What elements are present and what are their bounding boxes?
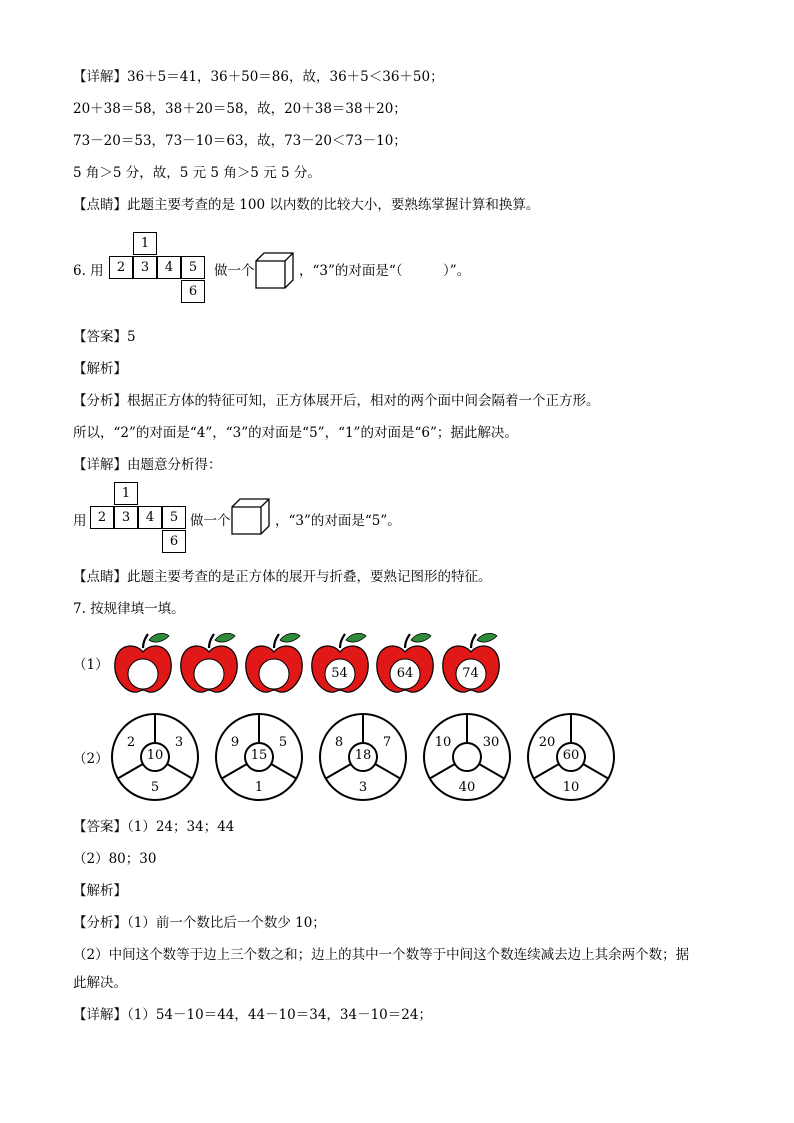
detail-mid: 做一个 bbox=[190, 513, 231, 529]
note-line-1: 【点睛】此题主要考查的是 100 以内数的比较大小，要熟练掌握计算和换算。 bbox=[73, 197, 540, 213]
wheel-right-number: 3 bbox=[174, 735, 184, 750]
net-cell: 4 bbox=[157, 256, 181, 279]
apple-icon bbox=[375, 630, 437, 696]
wheel-left-number: 20 bbox=[538, 735, 556, 750]
detail-line-2: 20＋38＝58，38＋20＝58，故，20＋38＝38＋20； bbox=[73, 101, 407, 117]
apple bbox=[441, 630, 503, 700]
analysis-line-5: 此解决。 bbox=[73, 975, 127, 991]
analysis-heading-1: 【解析】 bbox=[73, 361, 127, 377]
wheel-right-number: 5 bbox=[278, 735, 288, 750]
detail-line-4: 5 角＞5 分，故，5 元 5 角＞5 元 5 分。 bbox=[73, 165, 321, 181]
net-cell: 3 bbox=[114, 506, 138, 529]
net-cell: 2 bbox=[90, 506, 114, 529]
wheel-center-number: 15 bbox=[250, 748, 268, 763]
apple bbox=[310, 630, 372, 700]
apple bbox=[179, 630, 241, 700]
detail-line-3: 73－20＝53，73－10＝63，故，73－20＜73－10； bbox=[73, 133, 407, 149]
wheel-right-number: 30 bbox=[482, 735, 500, 750]
wheel-left-number: 10 bbox=[434, 735, 452, 750]
apple-number: 64 bbox=[396, 666, 414, 681]
apple bbox=[113, 630, 175, 700]
net-cell-top: 1 bbox=[114, 482, 138, 505]
net-cell: 2 bbox=[109, 256, 133, 279]
yong-label: 用 bbox=[73, 513, 87, 529]
net-cell-top: 1 bbox=[133, 232, 157, 255]
detail-line-5: 【详解】（1）54－10＝44，44－10＝34，34－10＝24； bbox=[73, 1007, 432, 1023]
wheel-left-number: 9 bbox=[230, 735, 240, 750]
wheel-center-number: 18 bbox=[354, 748, 372, 763]
detail-suffix: ，“3”的对面是“5”。 bbox=[275, 513, 401, 529]
part-2-label: （2） bbox=[73, 751, 109, 767]
wheel-bottom-number: 5 bbox=[150, 780, 160, 795]
apple bbox=[244, 630, 306, 700]
q6-suffix: ，“3”的对面是“（ ）”。 bbox=[299, 263, 471, 279]
answer-6: 【答案】5 bbox=[73, 329, 136, 345]
detail-heading-2: 【详解】由题意分析得： bbox=[73, 457, 222, 473]
note-line-2: 【点睛】此题主要考查的是正方体的展开与折叠，要熟记图形的特征。 bbox=[73, 569, 492, 585]
q6-prefix: 6. 用 bbox=[73, 263, 104, 279]
apple bbox=[375, 630, 437, 700]
analysis-line-3: 【分析】（1）前一个数比后一个数少 10； bbox=[73, 915, 326, 931]
wheel-bottom-number: 10 bbox=[562, 780, 580, 795]
net-cell-bottom: 6 bbox=[162, 530, 186, 553]
apple-icon bbox=[179, 630, 241, 696]
analysis-line-2: 所以，“2”的对面是“4”，“3”的对面是“5”，“1”的对面是“6”；据此解决。 bbox=[73, 425, 518, 441]
wheel-center-number: 10 bbox=[146, 748, 164, 763]
apple-icon bbox=[244, 630, 306, 696]
question-7: 7. 按规律填一填。 bbox=[73, 601, 185, 617]
net-cell: 5 bbox=[181, 256, 205, 279]
wheel-left-number: 8 bbox=[334, 735, 344, 750]
net-cell: 3 bbox=[133, 256, 157, 279]
analysis-heading-2: 【解析】 bbox=[73, 883, 127, 899]
wheel-bottom-number: 40 bbox=[458, 780, 476, 795]
cube-icon bbox=[231, 498, 271, 536]
apple-number: 74 bbox=[462, 666, 479, 681]
q6-mid: 做一个 bbox=[214, 263, 255, 279]
part-1-label: （1） bbox=[73, 657, 109, 673]
wheel-right-number: 7 bbox=[382, 735, 392, 750]
apple-icon bbox=[310, 630, 372, 696]
apple-icon bbox=[113, 630, 175, 696]
detail-line-1: 【详解】36＋5＝41，36＋50＝86，故，36＋5＜36＋50； bbox=[73, 69, 444, 85]
cube-icon bbox=[255, 252, 295, 290]
net-cell-bottom: 6 bbox=[181, 280, 205, 303]
analysis-line-4: （2）中间这个数等于边上三个数之和；边上的其中一个数等于中间这个数连续减去边上其余两个数；据 bbox=[73, 947, 690, 963]
answer-7b: （2）80；30 bbox=[73, 851, 157, 867]
apple-number: 54 bbox=[331, 666, 348, 681]
wheel-left-number: 2 bbox=[126, 735, 136, 750]
apple-icon bbox=[441, 630, 503, 696]
analysis-line-1: 【分析】根据正方体的特征可知，正方体展开后，相对的两个面中间会隔着一个正方形。 bbox=[73, 393, 600, 409]
net-cell: 4 bbox=[138, 506, 162, 529]
wheel-center-number: 60 bbox=[562, 748, 580, 763]
net-cell: 5 bbox=[162, 506, 186, 529]
wheel-bottom-number: 1 bbox=[254, 780, 264, 795]
answer-7a: 【答案】（1）24；34；44 bbox=[73, 819, 235, 835]
wheel-bottom-number: 3 bbox=[358, 780, 368, 795]
